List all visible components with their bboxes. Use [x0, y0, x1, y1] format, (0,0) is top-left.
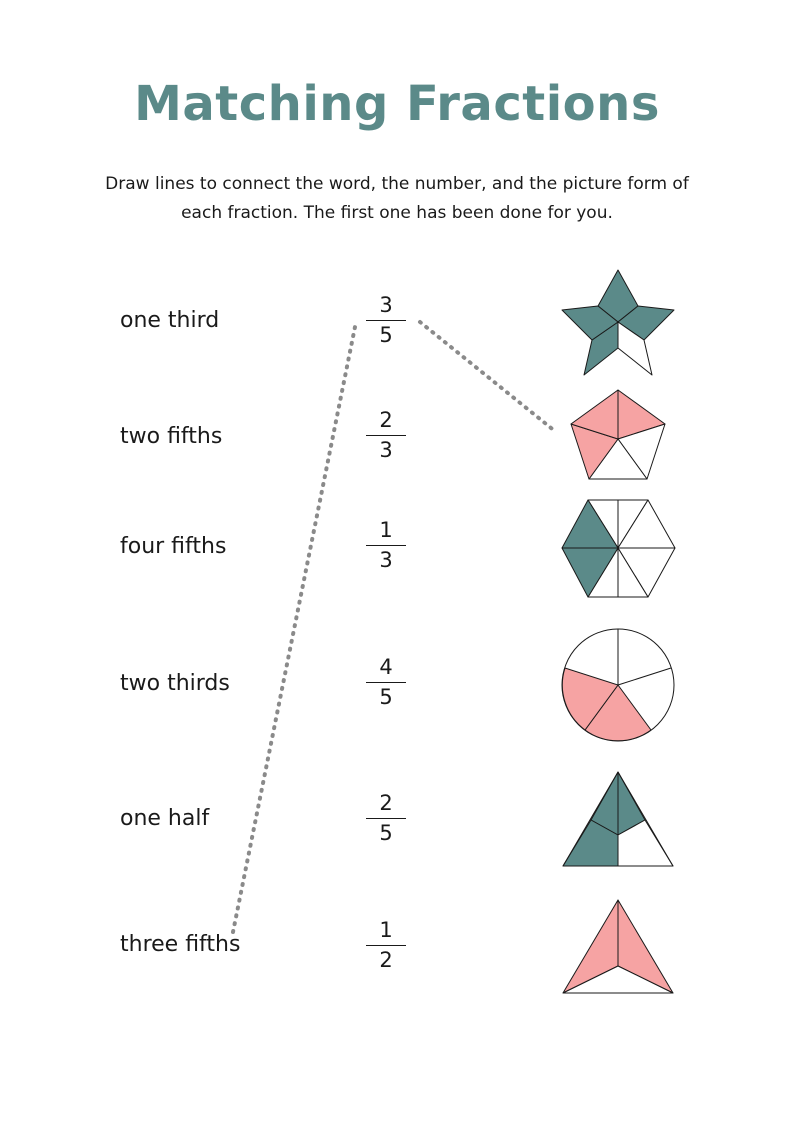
fraction-numerator: 2 [379, 408, 393, 432]
fraction-denominator: 3 [379, 438, 393, 462]
picture-pentagon[interactable] [571, 390, 665, 479]
fraction-denominator: 2 [379, 948, 393, 972]
word-three-fifths[interactable]: three fifths [120, 932, 241, 957]
fraction-numerator: 1 [379, 918, 393, 942]
word-one-third[interactable]: one third [120, 308, 220, 333]
picture-hexagon[interactable] [562, 500, 675, 597]
fraction-numerator: 3 [379, 293, 393, 317]
fraction-denominator: 5 [379, 685, 393, 709]
word-two-thirds[interactable]: two thirds [120, 671, 230, 696]
picture-triangle-thirds[interactable] [563, 900, 673, 993]
example-line-fraction-to-picture [420, 322, 556, 432]
fraction-denominator: 5 [379, 821, 393, 845]
word-one-half[interactable]: one half [120, 806, 210, 831]
fraction-numerator: 2 [379, 791, 393, 815]
fraction-numerator: 4 [379, 655, 393, 679]
example-line-word-to-fraction [233, 322, 356, 932]
instructions-line-1: Draw lines to connect the word, the number, and the picture form of [105, 174, 689, 194]
fraction-denominator: 3 [379, 548, 393, 572]
picture-circle[interactable] [562, 629, 674, 741]
instructions-line-2: each fraction. The first one has been done for you. [181, 203, 613, 223]
fraction-denominator: 5 [379, 323, 393, 347]
word-four-fifths[interactable]: four fifths [120, 534, 227, 559]
page-title: Matching Fractions [134, 76, 660, 132]
picture-star[interactable] [562, 270, 674, 375]
fraction-numerator: 1 [379, 518, 393, 542]
picture-triangle-quarters[interactable] [563, 772, 673, 866]
word-two-fifths[interactable]: two fifths [120, 424, 223, 449]
